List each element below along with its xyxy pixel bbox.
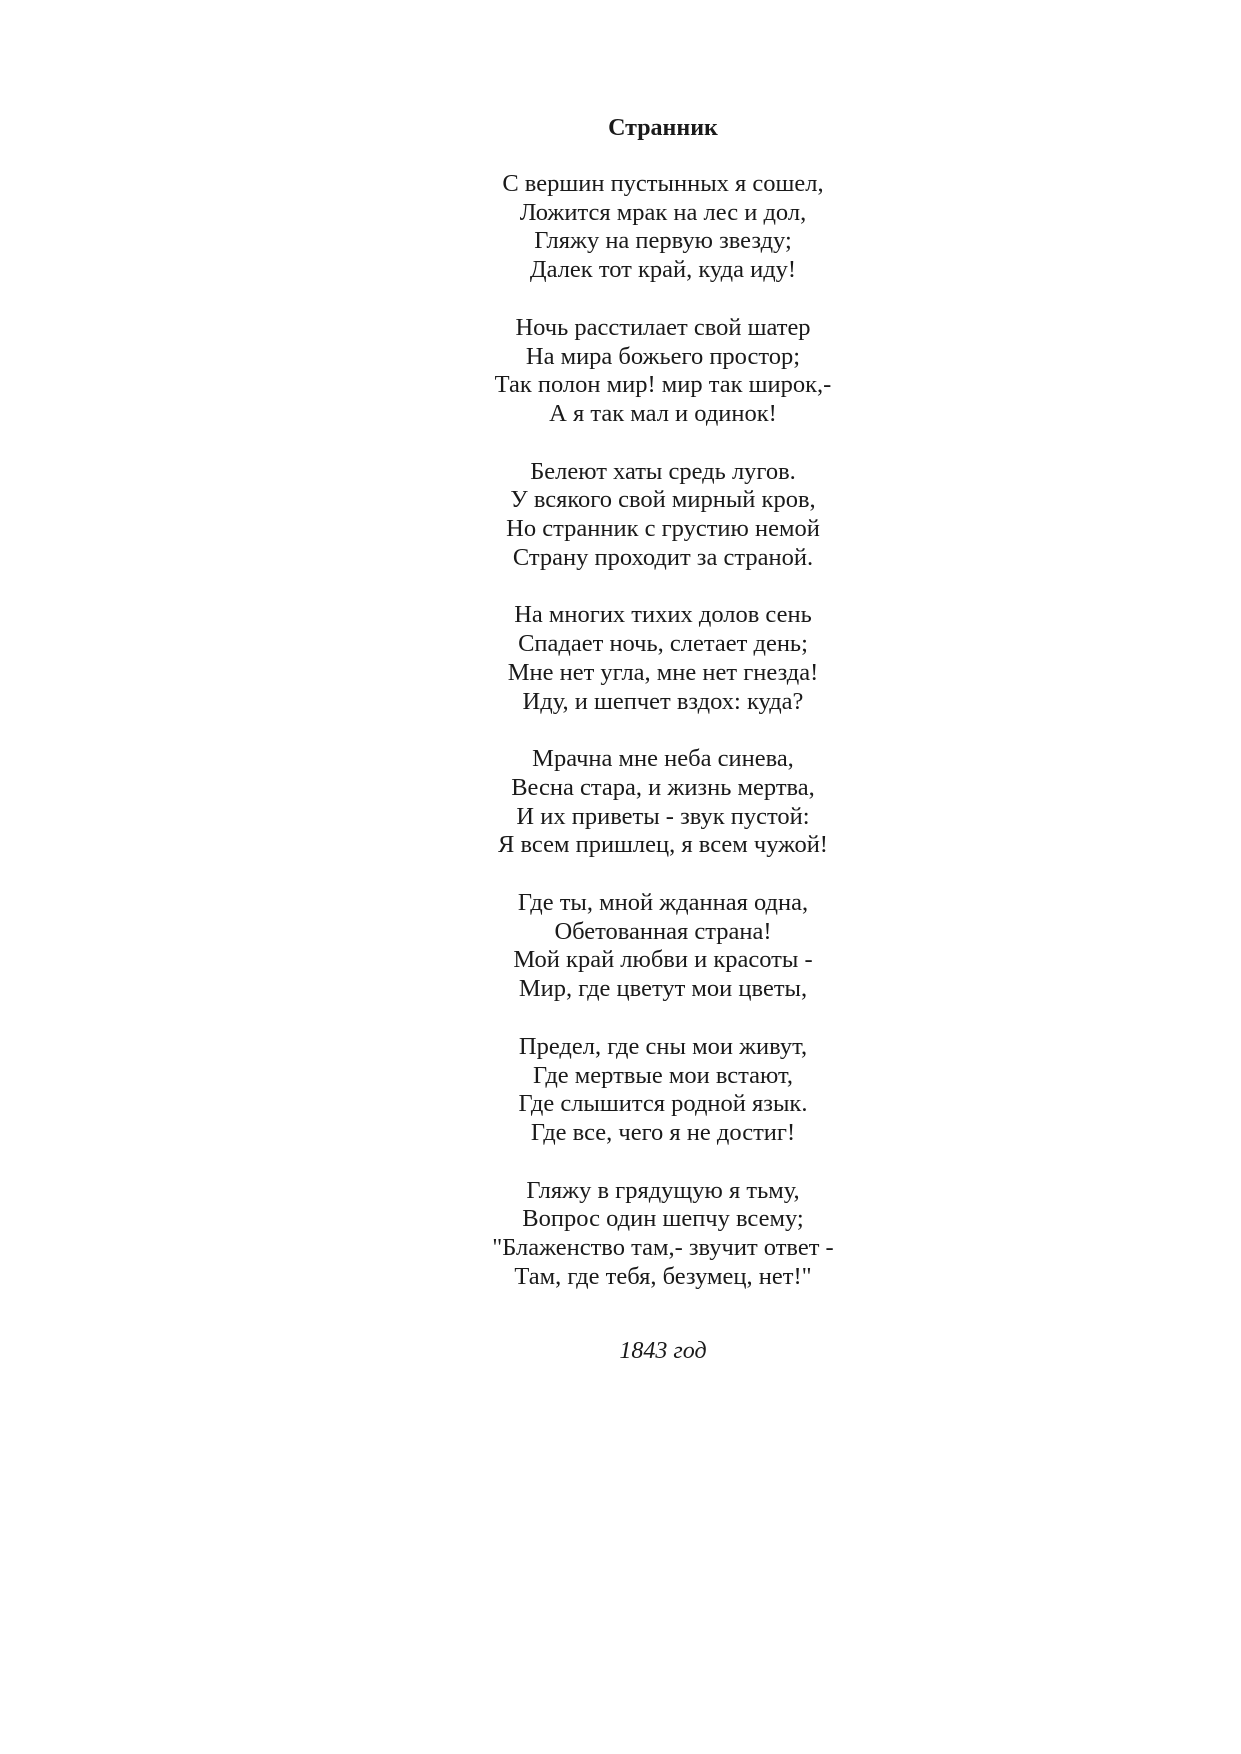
poem-line: Ложится мрак на лес и дол, (519, 198, 807, 226)
stanza-1 (85, 170, 1241, 285)
poem-line: Но странник с грустию немой (506, 515, 820, 543)
poem-line: Вопрос один шепчу всему; (522, 1205, 804, 1233)
poem-line: У всякого свой мирный кров, (510, 486, 816, 514)
poem-line: Мир, где цветут мои цветы, (518, 975, 808, 1003)
poem-line: Обетованная страна! (554, 917, 772, 945)
poem-line: Где все, чего я не достиг! (530, 1118, 796, 1146)
poem-line: Далек тот край, куда иду! (529, 256, 797, 284)
poem-line: Мрачна мне неба синева, (532, 745, 794, 773)
stanza-8 (85, 1177, 1241, 1292)
poem-line: Страну проходит за страной. (512, 543, 814, 571)
poem-date: 1843 год (619, 1337, 707, 1364)
poem-line: Мой край любви и красоты - (513, 946, 813, 974)
poem-line: На многих тихих долов сень (514, 601, 812, 629)
poem-line: Предел, где сны мои живут, (518, 1032, 808, 1060)
poem-line: Иду, и шепчет вздох: куда? (522, 687, 804, 715)
poem-line: Где слышится родной язык. (518, 1090, 808, 1118)
poem-line: Так полон мир! мир так широк,- (494, 371, 832, 399)
stanza-6 (85, 889, 1241, 1004)
poem-line: Там, где тебя, безумец, нет!" (514, 1262, 812, 1290)
stanza-2 (85, 314, 1241, 429)
poem-line: Гляжу в грядущую я тьму, (526, 1176, 800, 1204)
poem-line: Гляжу на первую звезду; (534, 227, 792, 255)
poem-line: "Блаженство там,- звучит ответ - (492, 1234, 834, 1262)
poem-line: Где ты, мной жданная одна, (517, 889, 809, 917)
poem (0, 114, 1241, 1365)
poem-line: Мне нет угла, мне нет гнезда! (507, 658, 819, 686)
poem-title: Странник (608, 115, 718, 141)
stanza-3 (85, 458, 1241, 573)
poem-line: А я так мал и одинок! (549, 399, 777, 427)
stanza-7 (85, 1033, 1241, 1148)
poem-line: Весна стара, и жизнь мертва, (511, 773, 815, 801)
poem-line: Белеют хаты средь лугов. (530, 457, 796, 485)
poem-line: Я всем пришлец, я всем чужой! (498, 831, 828, 859)
stanza-4 (85, 601, 1241, 716)
stanza-5 (85, 745, 1241, 860)
poem-line: Спадает ночь, слетает день; (518, 630, 808, 658)
poem-line: С вершин пустынных я сошел, (502, 170, 824, 197)
poem-line: На мира божьего простор; (525, 342, 801, 370)
poem-line: Ночь расстилает свой шатер (515, 313, 811, 341)
poem-line: Где мертвые мои встают, (533, 1061, 793, 1089)
poem-line: И их приветы - звук пустой: (516, 802, 810, 830)
